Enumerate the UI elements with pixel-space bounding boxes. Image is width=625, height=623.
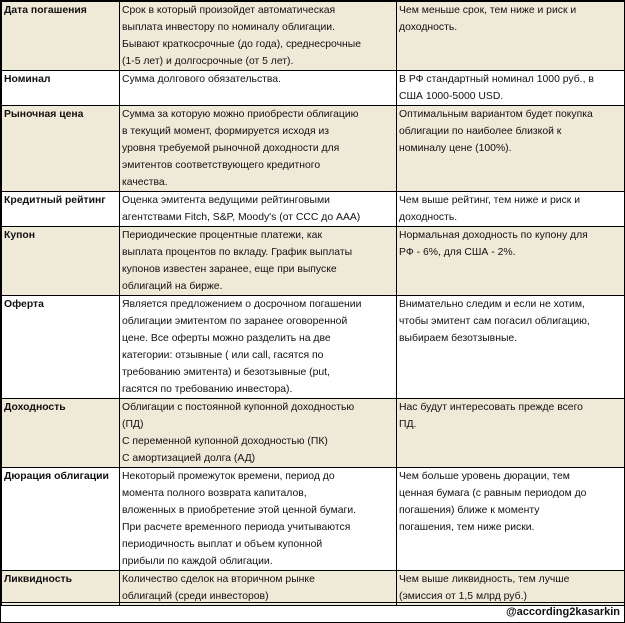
comment-line: Чем больше уровень дюрации, тем	[399, 471, 570, 482]
description-cell	[120, 468, 397, 571]
description-line: уровня требуемой рыночной доходности для	[122, 143, 340, 154]
table-row	[2, 192, 625, 227]
comment-cell	[397, 71, 625, 106]
comment-line: Чем меньше срок, тем ниже и риск и	[399, 5, 577, 16]
description-line: Некоторый промежуток времени, период до	[122, 471, 335, 482]
table-row	[2, 399, 625, 468]
description-cell	[120, 227, 397, 296]
description-cell	[120, 192, 397, 227]
comment-cell	[397, 399, 625, 468]
comment-line: США 1000-5000 USD.	[399, 91, 504, 102]
table-row	[2, 296, 625, 399]
description-line: требованию эмитента) и безотзывные (put,	[122, 367, 330, 378]
description-cell	[120, 399, 397, 468]
comment-line: Нормальная доходность по купону для	[399, 230, 588, 241]
comment-line: Чем выше ликвидность, тем лучше	[399, 574, 570, 585]
table-row	[2, 2, 625, 71]
term-cell: Доходность	[2, 399, 120, 468]
description-line: Облигации с постоянной купонной доходностью	[122, 402, 355, 413]
term-cell: Оферта	[2, 296, 120, 399]
comment-line: Чем выше рейтинг, тем ниже и риск и	[399, 195, 580, 206]
description-line: эмитентов соответствующего кредитного	[122, 160, 321, 171]
description-line: купонов известен заранее, еще при выпуске	[122, 264, 337, 275]
comment-line: Оптимальным вариантом будет покупка	[399, 109, 593, 120]
term-cell: Дюрация облигации	[2, 468, 120, 571]
description-line: Срок в который произойдет автоматическая	[122, 5, 336, 16]
description-line: выплата инвестору по номиналу облигации.	[122, 22, 335, 33]
description-line: Сумма долгового обязательства.	[122, 74, 281, 85]
comment-line: выбираем безотзывные.	[399, 333, 518, 344]
description-line: Оценка эмитента ведущими рейтинговыми	[122, 195, 330, 206]
description-cell	[120, 71, 397, 106]
description-line: агентствами Fitch, S&P, Moody's (от CCC до AAA)	[122, 212, 361, 223]
description-line: (1-5 лет) и долгосрочные (от 5 лет).	[122, 56, 294, 67]
term-cell: Номинал	[2, 71, 120, 106]
description-line: (ПД)	[122, 419, 144, 430]
table-row	[2, 468, 625, 571]
description-line: Бывают краткосрочные (до года), среднесрочные	[122, 39, 361, 50]
comment-cell	[397, 2, 625, 71]
comment-line: ценная бумага (с равным периодом до	[399, 488, 587, 499]
comment-line: доходность.	[399, 212, 458, 223]
table-body	[2, 2, 625, 606]
description-line: Сумма за которую можно приобрести облигацию	[122, 109, 359, 120]
description-line: цене. Все оферты можно разделить на две	[122, 333, 331, 344]
table-row	[2, 227, 625, 296]
comment-line: ПД.	[399, 419, 417, 430]
bond-terms-table	[1, 1, 625, 606]
description-line: Периодические процентные платежи, как	[122, 230, 322, 241]
description-line: С переменной купонной доходностью (ПК)	[122, 436, 328, 447]
description-line: вложенных в приобретение этой ценной бумаги.	[122, 505, 357, 516]
comment-cell	[397, 106, 625, 192]
description-line: облигаций на бирже.	[122, 281, 223, 292]
description-cell	[120, 296, 397, 399]
term-cell: Ликвидность	[2, 571, 120, 606]
comment-line: РФ - 6%, для США - 2%.	[399, 247, 516, 258]
term-cell: Купон	[2, 227, 120, 296]
comment-line: облигации по наиболее близкой к	[399, 126, 562, 137]
comment-line: погашения, тем ниже риски.	[399, 522, 535, 533]
description-line: Является предложением о досрочном погашении	[122, 299, 362, 310]
comment-cell	[397, 227, 625, 296]
description-line: Количество сделок на вторичном рынке	[122, 574, 315, 585]
description-cell	[120, 571, 397, 606]
comment-line: погашения) ближе к моменту	[399, 505, 540, 516]
description-line: прибыли по каждой облигации.	[122, 556, 273, 567]
comment-cell	[397, 571, 625, 606]
description-cell	[120, 2, 397, 71]
description-line: выплата процентов по вкладу. График выплаты	[122, 247, 353, 258]
description-line: При расчете временного периода учитываются	[122, 522, 351, 533]
comment-line: номиналу цене (100%).	[399, 143, 512, 154]
description-line: качества.	[122, 177, 168, 188]
comment-line: (эмиссия от 1,5 млрд руб.)	[399, 591, 527, 602]
table-row	[2, 71, 625, 106]
comment-line: Внимательно следим и если не хотим,	[399, 299, 585, 310]
comment-cell	[397, 192, 625, 227]
description-line: гасятся по требованию инвестора).	[122, 384, 293, 395]
description-line: С амортизацией долга (АД)	[122, 453, 256, 464]
author-handle: @according2kasarkin	[1, 602, 624, 622]
description-line: категории: отзывные ( или call, гасятся по	[122, 350, 324, 361]
description-cell	[120, 106, 397, 192]
term-cell: Рыночная цена	[2, 106, 120, 192]
term-cell: Дата погашения	[2, 2, 120, 71]
comment-line: доходность.	[399, 22, 458, 33]
description-line: периодичность выплат и объем купонной	[122, 539, 323, 550]
description-line: облигаций (среди инвесторов)	[122, 591, 269, 602]
comment-cell	[397, 296, 625, 399]
comment-line: Нас будут интересовать прежде всего	[399, 402, 583, 413]
comment-line: чтобы эмитент сам погасил облигацию,	[399, 316, 590, 327]
table-row	[2, 571, 625, 606]
description-line: облигации эмитентом по заранее оговоренной	[122, 316, 348, 327]
comment-line: В РФ стандартный номинал 1000 руб., в	[399, 74, 594, 85]
term-cell: Кредитный рейтинг	[2, 192, 120, 227]
table-row	[2, 106, 625, 192]
comment-cell	[397, 468, 625, 571]
description-line: момента полного возврата капиталов,	[122, 488, 307, 499]
description-line: в текущий момент, формируется исходя из	[122, 126, 330, 137]
